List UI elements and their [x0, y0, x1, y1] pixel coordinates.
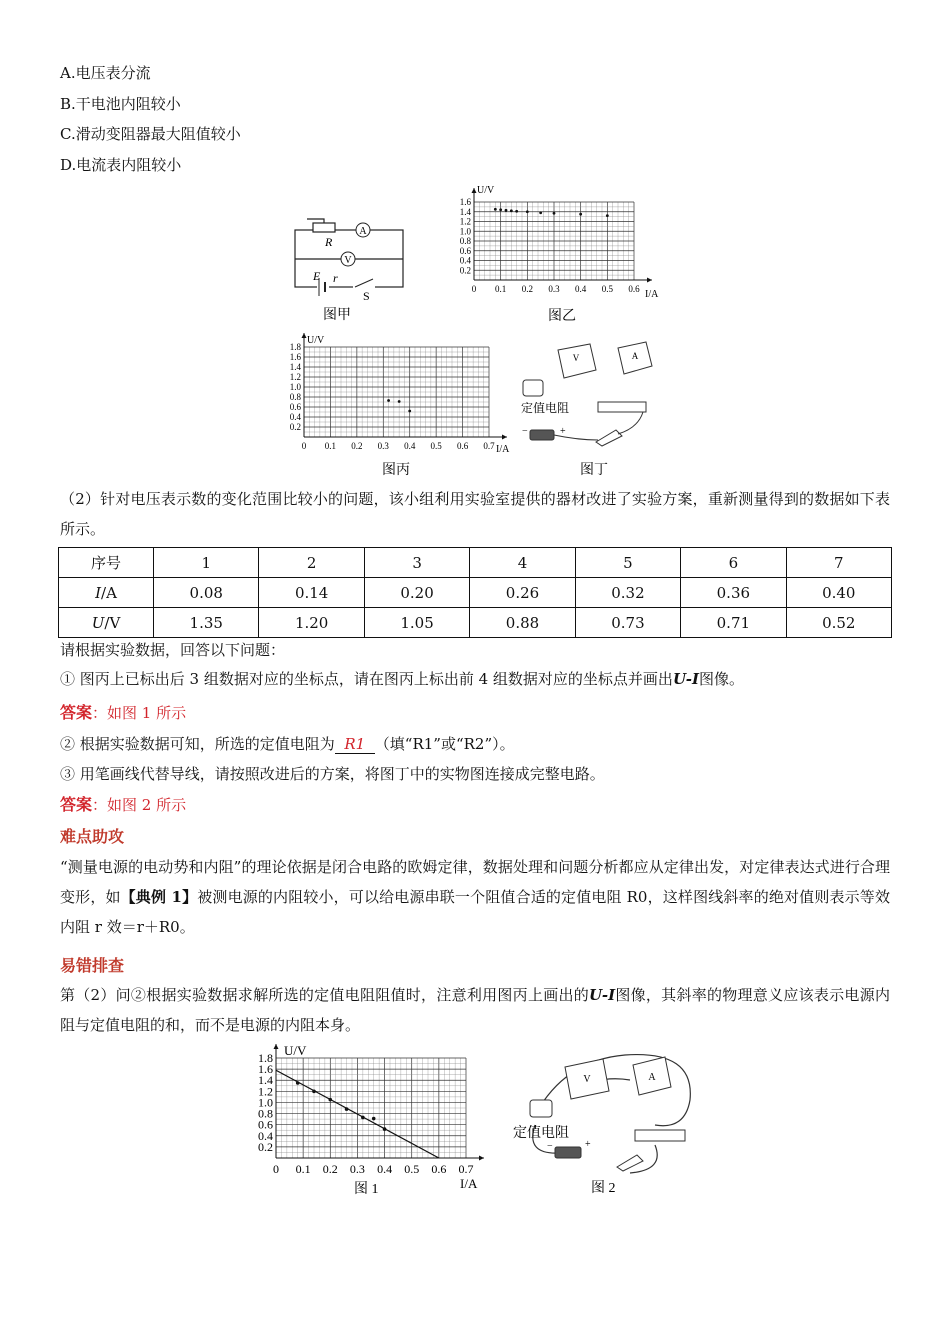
table-cell: 0.71	[681, 608, 786, 638]
data-point	[398, 400, 401, 403]
axis-label-i: I/A	[645, 289, 659, 300]
caption-jia: 图甲	[323, 308, 351, 323]
table-cell: 1.35	[154, 608, 259, 638]
x-tick-label: 0.6	[456, 441, 469, 451]
answer-3: 答案：如图 2 所示	[60, 795, 187, 814]
y-axis-arrow	[302, 333, 307, 338]
caption-bing: 图丙	[382, 463, 410, 478]
data-point	[499, 208, 502, 211]
emf-label: E	[313, 269, 321, 283]
x-tick-label: 0.1	[295, 1162, 311, 1176]
y-tick-label: 1.0	[258, 1095, 273, 1110]
caption-fig2: 图 2	[591, 1181, 616, 1196]
data-point	[383, 1127, 387, 1131]
y-tick-label: 0.4	[459, 255, 471, 266]
table-row-header	[59, 548, 892, 578]
table-cell: 0.88	[470, 608, 575, 638]
equipment-ding	[518, 330, 658, 480]
plus-label: +	[585, 1139, 591, 1150]
internal-r-label: r	[333, 271, 338, 285]
data-point	[515, 210, 518, 213]
table-cell: 0.36	[681, 578, 786, 608]
y-tick-label: 0.6	[289, 402, 301, 412]
table-cell: 0.32	[575, 578, 680, 608]
caption-ding: 图丁	[580, 463, 608, 478]
y-tick-label: 1.6	[459, 197, 471, 207]
x-tick-label: 0	[301, 441, 307, 451]
data-point	[312, 1090, 316, 1094]
x-tick-label: 0.2	[351, 441, 363, 451]
y-tick-label: 1.4	[258, 1073, 273, 1088]
y-tick-label: 1.2	[258, 1084, 273, 1099]
x-tick-label: 0.3	[548, 284, 560, 294]
caption-fig1: 图 1	[354, 1182, 379, 1197]
table-cell: 0.20	[364, 578, 469, 608]
x-axis-arrow	[647, 278, 652, 283]
plus-label: +	[560, 426, 566, 437]
table-cell: 序号	[59, 548, 154, 578]
grid	[304, 347, 489, 437]
data-point	[539, 211, 542, 214]
y-tick-label: 1.2	[459, 216, 471, 227]
chart-yi	[452, 180, 667, 330]
question-2-part-2: ② 根据实验数据可知，所选的定值电阻为 R1 （填“R1”或“R2”）。	[60, 735, 515, 753]
data-point	[372, 1117, 376, 1121]
rheostat-label: R	[325, 235, 333, 249]
x-tick-label: 0.7	[458, 1162, 474, 1176]
y-tick-label: 1.6	[289, 352, 301, 362]
data-point	[505, 209, 508, 212]
table-row-voltage	[59, 608, 892, 638]
table-cell: 0.14	[259, 578, 364, 608]
y-tick-label: 0.6	[258, 1117, 273, 1132]
error-heading: 易错排查	[60, 956, 125, 975]
table-cell: 3	[364, 548, 469, 578]
ammeter-label: A	[359, 226, 367, 237]
y-tick-label: 0.2	[459, 265, 471, 276]
circuit-diagram-jia	[285, 205, 415, 330]
table-cell: 7	[786, 548, 891, 578]
data-point	[606, 214, 609, 217]
x-tick-label: 0.5	[404, 1162, 420, 1176]
x-tick-label: 0.4	[377, 1162, 393, 1176]
y-tick-label: 1.0	[289, 382, 301, 392]
data-point	[345, 1107, 349, 1111]
data-point	[408, 410, 411, 413]
equipment-fig2	[505, 1045, 705, 1200]
table-cell: 1.20	[259, 608, 364, 638]
grid	[276, 1058, 466, 1158]
data-point	[526, 210, 529, 213]
table-cell-label: I/A	[59, 578, 154, 608]
x-axis-arrow	[479, 1156, 484, 1161]
table-cell-label: U/V	[59, 608, 154, 638]
y-axis-arrow	[274, 1044, 279, 1049]
x-tick-label: 0.1	[324, 441, 337, 451]
meter-a-label: A	[648, 1072, 656, 1083]
x-tick-label: 0.2	[521, 284, 533, 294]
table-cell: 2	[259, 548, 364, 578]
x-tick-label: 0.2	[322, 1162, 338, 1176]
voltmeter-label: V	[344, 255, 352, 266]
axis-label-u: U/V	[307, 335, 325, 346]
data-point	[296, 1081, 300, 1085]
y-tick-label: 0.6	[459, 245, 471, 256]
table-cell: 0.73	[575, 608, 680, 638]
y-tick-label: 1.6	[258, 1062, 273, 1077]
y-tick-label: 0.4	[289, 412, 301, 422]
option-d: D.电流表内阻较小	[60, 156, 182, 174]
x-tick-label: 0.7	[483, 441, 495, 451]
x-tick-label: 0.5	[430, 441, 442, 451]
question-2-part-1: ① 图丙上已标出后 3 组数据对应的坐标点，请在图丙上标出前 4 组数据对应的坐标点并画出U-I图像。	[60, 670, 745, 688]
question-2-part-3: ③ 用笔画线代替导线，请按照改进后的方案，将图丁中的实物图连接成完整电路。	[60, 765, 605, 783]
x-tick-label: 0.6	[628, 284, 640, 294]
axis-label-u: U/V	[477, 185, 495, 196]
y-tick-label: 1.4	[289, 362, 301, 372]
y-tick-label: 1.2	[289, 372, 301, 382]
option-b: B.干电池内阻较小	[60, 95, 181, 113]
y-tick-label: 0.4	[258, 1128, 273, 1143]
data-point	[494, 208, 497, 211]
y-tick-label: 1.0	[459, 226, 471, 237]
x-tick-label: 0.3	[377, 441, 389, 451]
table-cell: 0.26	[470, 578, 575, 608]
data-point	[387, 399, 390, 402]
table-cell: 5	[575, 548, 680, 578]
switch-label: S	[363, 289, 370, 303]
table-cell: 4	[470, 548, 575, 578]
y-tick-label: 0.2	[258, 1139, 273, 1154]
meter-v-label: V	[583, 1074, 591, 1085]
y-tick-label: 0.8	[258, 1106, 273, 1121]
data-point	[579, 213, 582, 216]
x-tick-label: 0	[471, 284, 477, 294]
table-cell: 1	[154, 548, 259, 578]
x-tick-label: 0.5	[601, 284, 613, 294]
y-axis-arrow	[472, 188, 477, 193]
y-tick-label: 1.4	[459, 206, 471, 217]
x-tick-label: 0.4	[575, 284, 587, 294]
option-a: A.电压表分流	[60, 64, 151, 82]
axis-label-i: I/A	[496, 444, 510, 455]
x-tick-label: 0.6	[431, 1162, 447, 1176]
x-axis-arrow	[502, 435, 507, 440]
answer-1: 答案：如图 1 所示	[60, 703, 187, 722]
meter-a-label: A	[631, 351, 639, 361]
data-point	[510, 209, 513, 212]
difficulty-text: “测量电源的电动势和内阻”的理论依据是闭合电路的欧姆定律，数据处理和问题分析都应从定律出发，对定律表达式进行合理变形，如【典例 1】被测电源的内阻较小，可以给电源串联一个阻值合适的定值电阻 R0，这样图线斜率的绝对值则表示等效内阻 r 效＝r＋R0。	[60, 858, 890, 936]
y-tick-label: 0.8	[289, 392, 301, 402]
data-point	[361, 1116, 365, 1120]
table-cell: 0.52	[786, 608, 891, 638]
error-text: 第（2）问②根据实验数据求解所选的定值电阻阻值时，注意利用图丙上画出的U-I图像，其斜率的物理意义应该表示电源内阻与定值电阻的和，而不是电源的内阻本身。	[60, 986, 890, 1034]
axis-label-i: I/A	[460, 1176, 478, 1191]
data-table	[58, 547, 892, 638]
y-tick-label: 0.2	[289, 422, 301, 432]
minus-label: −	[522, 426, 528, 437]
y-tick-label: 0.8	[459, 236, 471, 246]
prompt-line: 请根据实验数据，回答以下问题：	[60, 641, 286, 659]
option-c: C.滑动变阻器最大阻值较小	[60, 125, 241, 143]
data-point	[328, 1098, 332, 1102]
answer-blank: R1	[335, 735, 375, 754]
caption-yi: 图乙	[548, 309, 576, 324]
y-tick-label: 1.8	[258, 1051, 273, 1065]
resistor-label: 定值电阻	[513, 1126, 569, 1141]
x-tick-label: 0.3	[349, 1162, 365, 1176]
x-tick-label: 0	[273, 1162, 279, 1176]
table-cell: 0.08	[154, 578, 259, 608]
question-2-intro: （2）针对电压表示数的变化范围比较小的问题，该小组利用实验室提供的器材改进了实验方案，重新测量得到的数据如下表所示。	[60, 490, 890, 538]
chart-fig1	[248, 1040, 498, 1200]
table-cell: 6	[681, 548, 786, 578]
difficulty-heading: 难点助攻	[60, 827, 125, 846]
x-tick-label: 0.1	[495, 284, 507, 294]
axis-label-u: U/V	[284, 1043, 307, 1058]
data-point	[553, 212, 556, 215]
chart-bing	[284, 330, 519, 480]
resistor-label: 定值电阻	[521, 401, 570, 415]
meter-v-label: V	[572, 353, 580, 363]
minus-label: −	[547, 1141, 553, 1152]
table-row-current	[59, 578, 892, 608]
table-cell: 1.05	[364, 608, 469, 638]
table-cell: 0.40	[786, 578, 891, 608]
y-tick-label: 1.8	[289, 342, 301, 352]
x-tick-label: 0.4	[404, 441, 416, 451]
